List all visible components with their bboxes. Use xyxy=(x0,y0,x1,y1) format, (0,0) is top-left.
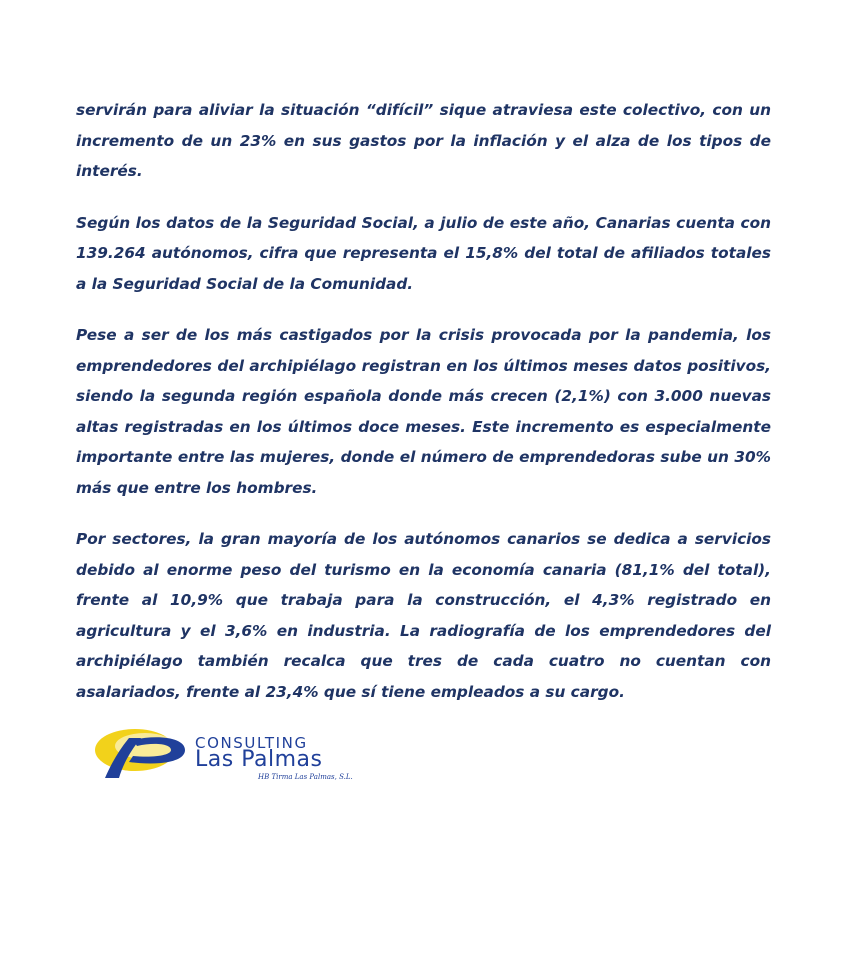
paragraph-4: Por sectores, la gran mayoría de los autónomos canarios se dedica a servicios debido al enorme peso del turismo en la economía canaria (81,1% del total), frente al 10,9% que trabaja para la construcción, el 4,3% registrado en agricultura y el 3,6% en industria. La radiografía de los emprendedores del archipiélago también recalca que tres de cada cuatro no cuentan con asalariados, frente al 23,4% que sí tiene empleados a su cargo. xyxy=(76,530,771,701)
paragraph-3: Pese a ser de los más castigados por la crisis provocada por la pandemia, los emprendedores del archipiélago registran en los últimos meses datos positivos, siendo la segunda región española donde más crecen (2,1%) con 3.000 nuevas altas registradas en los últimos doce meses. Este incremento es especialmente importante entre las mujeres, donde el número de emprendedoras sube un 30% más que entre los hombres. xyxy=(76,326,771,497)
logo-line-las-palmas: Las Palmas xyxy=(195,747,323,772)
logo-tagline: HB Tirma Las Palmas, S.L. xyxy=(258,773,353,781)
paragraph-2: Según los datos de la Seguridad Social, a julio de este año, Canarias cuenta con 139.264 autónomos, cifra que representa el 15,8% del total de afiliados totales a la Seguridad Social de la Comunidad. xyxy=(76,213,771,293)
paragraph-1: servirán para aliviar la situación “difícil” sique atraviesa este colectivo, con un incremento de un 23% en sus gastos por la inflación y el alza de los tipos de interés. xyxy=(76,101,771,180)
document-body xyxy=(76,95,771,728)
company-logo xyxy=(93,724,385,786)
logo-line-consulting: CONSULTING xyxy=(195,734,308,752)
